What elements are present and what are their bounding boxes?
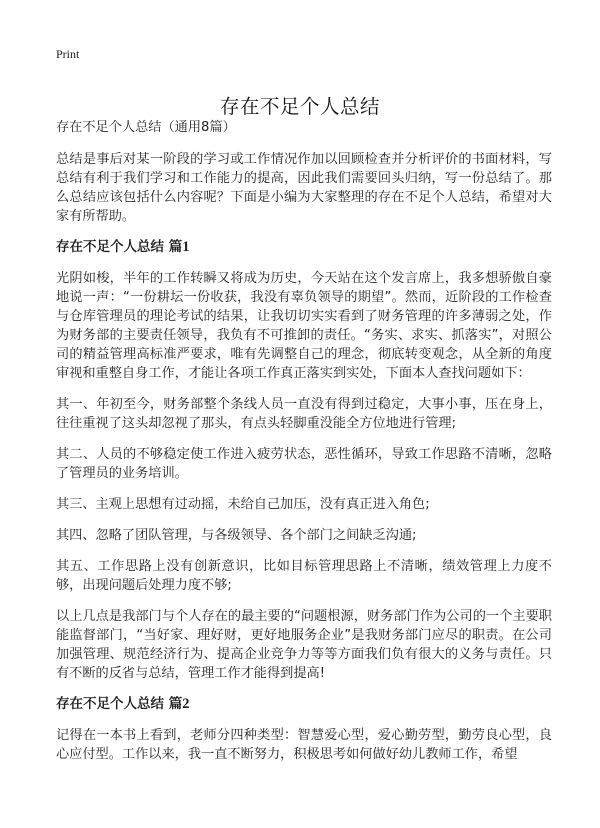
section-heading-text: 存在不足个人总结 篇: [56, 696, 183, 712]
document-subtitle: 存在不足个人总结（通用8篇）: [56, 120, 236, 135]
section-heading-text: 存在不足个人总结 篇: [56, 239, 183, 255]
section-1-paragraph: 其三、主观上思想有过动摇，未给自己加压，没有真正进入角色;: [56, 497, 430, 512]
section-1-paragraph: 其二、人员的不够稳定使工作进入疲劳状态，恶性循环，导致工作思路不清晰，忽略了管理员的业务培训。: [56, 447, 552, 481]
document-body: [56, 118, 552, 776]
section-2-paragraph: 记得在一本书上看到，老师分四种类型：智慧爱心型，爱心勤劳型，勤劳良心型，良心应付型。工作以来，我一直不断努力，积极思考如何做好幼儿教师工作，希望: [56, 728, 552, 762]
section-1-paragraph: 其四、忽略了团队管理，与各级领导、各个部门之间缺乏沟通;: [56, 528, 417, 543]
section-heading-number: 2: [182, 696, 190, 712]
section-1-paragraph: 其一、年初至今，财务部整个条线人员一直没有得到过稳定，大事小事，压在身上，往往重视了这头却忽视了那头，有点头轻脚重没能全方位地进行管理;: [56, 397, 552, 431]
document-title: 存在不足个人总结: [219, 95, 380, 119]
section-heading-2: [56, 695, 552, 714]
section-1-paragraph: 以上几点是我部门与个人存在的最主要的“问题根源，财务部门作为公司的一个主要职能监督部门，“当好家、理好财，更好地服务企业”是我财务部门应尽的职责。在公司加强管理、规范经济行为、提高企业竞争力等等方面我们负有很大的义务与责任。只有不断的反省与总结，管理工作才能得到提高!: [56, 609, 552, 681]
section-heading-1: [56, 238, 552, 257]
print-label: Print: [56, 47, 80, 61]
section-1-paragraph: 其五、工作思路上没有创新意识，比如目标管理思路上不清晰，绩效管理上力度不够，出现问题后处理力度不够;: [56, 559, 552, 593]
intro-paragraph: 总结是事后对某一阶段的学习或工作情况作加以回顾检查并分析评价的书面材料，写总结有利于我们学习和工作能力的提高，因此我们需要回头归纳，写一份总结了。那么总结应该包括什么内容呢？下面是小编为大家整理的存在不足个人总结，希望对大家有所帮助。: [56, 152, 552, 224]
section-1-paragraph: 光阴如梭，半年的工作转瞬又将成为历史，今天站在这个发言席上，我多想骄傲自豪地说一声：“一份耕坛一份收获，我没有辜负领导的期望”。然而，近阶段的工作检查与仓库管理员的理论考试的结果，让我切切实实看到了财务管理的许多薄弱之处，作为财务部的主要责任领导，我负有不可推卸的责任。“务实、求实、抓落实”，对照公司的精益管理高标准严要求，唯有先调整自己的理念，彻底转变观念，从全新的角度审视和重整自身工作，才能让各项工作真正落实到实处，下面本人查找问题如下：: [56, 271, 552, 381]
section-heading-number: 1: [182, 239, 190, 255]
